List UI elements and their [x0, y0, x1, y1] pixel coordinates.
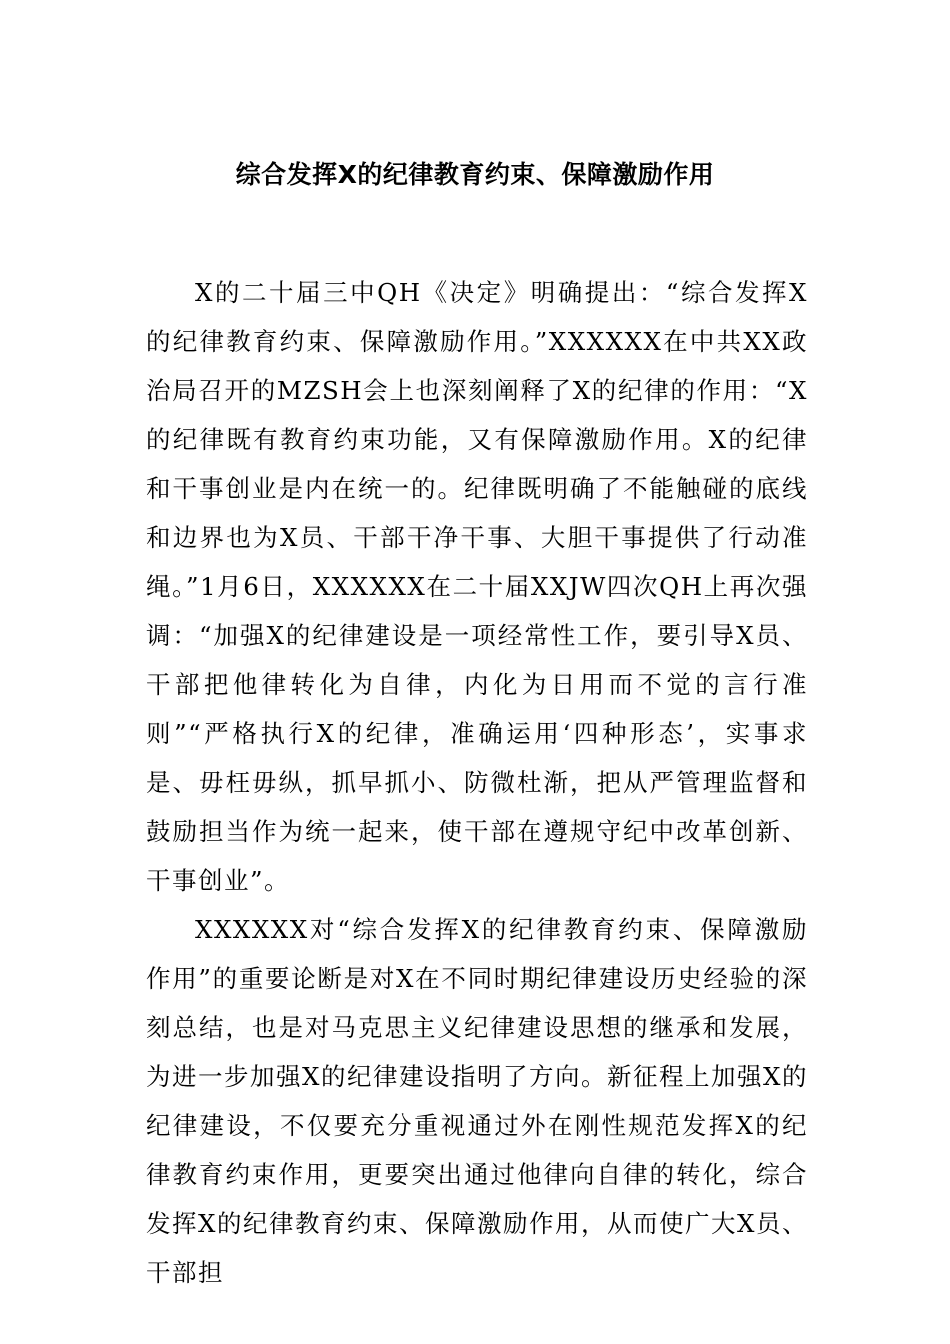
paragraph-1: X的二十届三中QH《决定》明确提出：“综合发挥X的纪律教育约束、保障激励作用。”XXXXXX在中共XX政治局召开的MZSH会上也深刻阐释了X的纪律的作用：“X的纪律既有教育约束功能，又有保障激励作用。X的纪律和干事创业是内在统一的。纪律既明确了不能触碰的底线和边界也为X员、干部干净干事、大胆干事提供了行动准绳。”1月6日，XXXXXX在二十届XXJW四次QH上再次强调：“加强X的纪律建设是一项经常性工作，要引导X员、干部把他律转化为自律，内化为日用而不觉的言行准则”“严格执行X的纪律，准确运用‘四种形态’，实事求是、毋枉毋纵，抓早抓小、防微杜渐，把从严管理监督和鼓励担当作为统一起来，使干部在遵规守纪中改革创新、干事创业”。	[146, 278, 808, 895]
document-title: 综合发挥X的纪律教育约束、保障激励作用	[235, 160, 715, 189]
document-body	[146, 268, 808, 1297]
paragraph-2: XXXXXX对“综合发挥X的纪律教育约束、保障激励作用”的重要论断是对X在不同时期纪律建设历史经验的深刻总结，也是对马克思主义纪律建设思想的继承和发展，为进一步加强X的纪律建设指明了方向。新征程上加强X的纪律建设，不仅要充分重视通过外在刚性规范发挥X的纪律教育约束作用，更要突出通过他律向自律的转化，综合发挥X的纪律教育约束、保障激励作用，从而使广大X员、干部担	[146, 915, 808, 1287]
